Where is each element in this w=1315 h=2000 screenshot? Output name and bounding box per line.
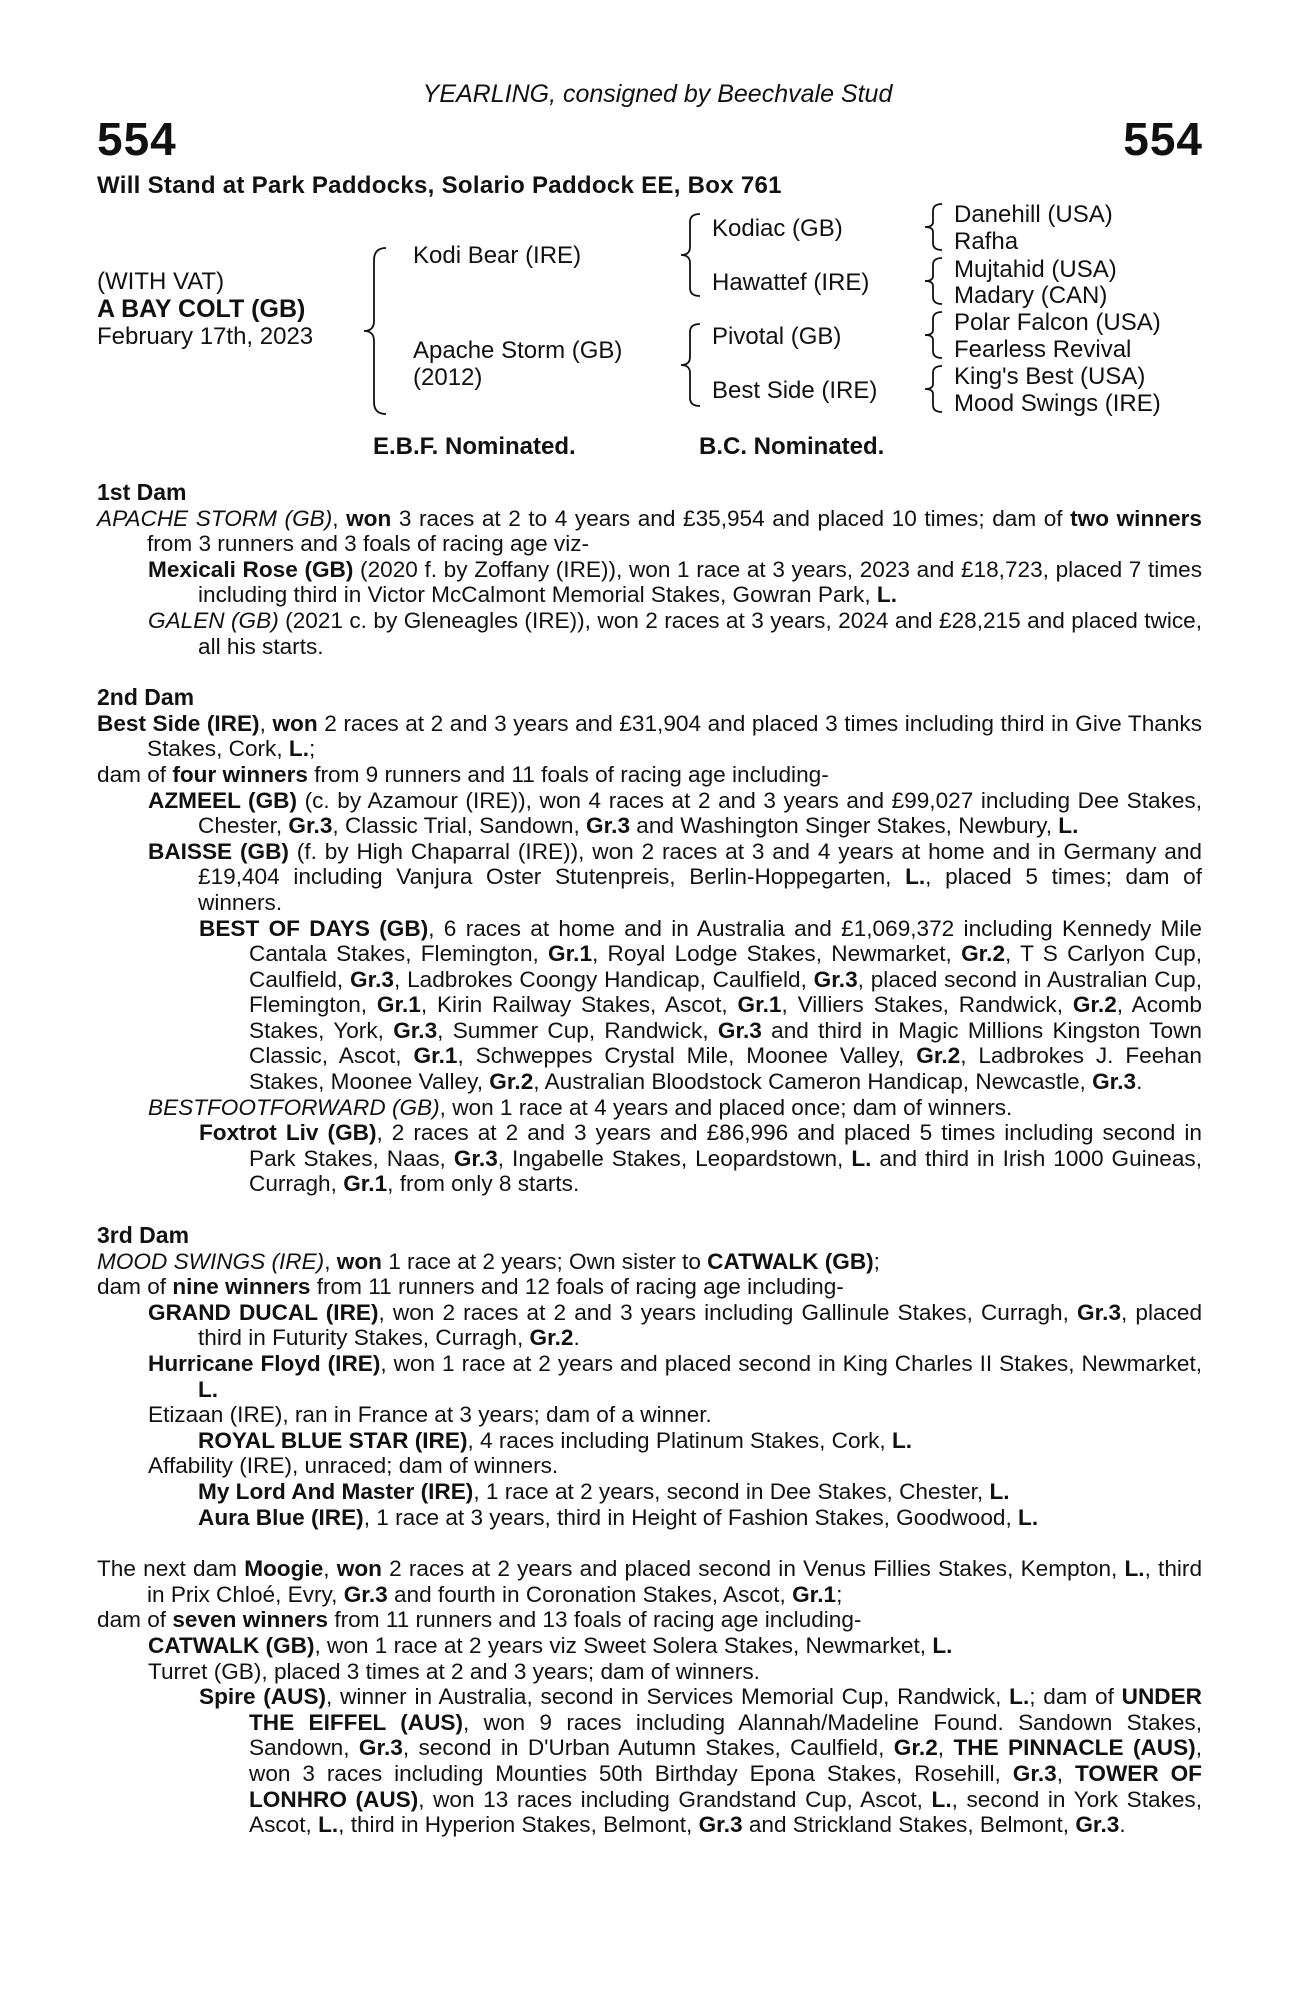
text-run: GALEN (GB) <box>148 607 279 633</box>
text-run: Gr.3 <box>358 1735 403 1761</box>
text-run: , placed second in Australian Cup, Flemington, <box>249 966 1202 1018</box>
text-run: BESTFOOTFORWARD (GB) <box>148 1094 440 1120</box>
text-run: Gr.3 <box>453 1145 498 1171</box>
text-run: , won 9 races including Alannah/Madeline Found. Sandown Stakes, Sandown, <box>249 1709 1202 1761</box>
consignment-line: YEARLING, consigned by Beechvale Stud <box>422 80 893 108</box>
text-run: , Ladbrokes Coongy Handicap, Caulfield, <box>393 966 814 992</box>
text-run: dam of <box>97 1607 173 1633</box>
text-run: from 11 runners and 13 foals of racing age including- <box>328 1607 862 1633</box>
text-run: L. <box>288 736 309 762</box>
text-run: Gr.1 <box>376 992 421 1018</box>
paragraph <box>97 788 1202 839</box>
text-run: Gr.1 <box>343 1171 388 1197</box>
text-run: BAISSE (GB) <box>148 838 289 864</box>
text-run: 1 race at 2 years; Own sister to <box>381 1248 708 1274</box>
text-run: from 11 runners and 12 foals of racing age including- <box>310 1274 844 1300</box>
lot-number-left: 554 <box>97 113 177 165</box>
text-run: , placed 5 times; dam of winners. <box>198 864 1202 915</box>
text-run: . <box>573 1325 580 1351</box>
text-run: 3 races at 2 to 4 years and £35,954 and placed 10 times; dam of <box>391 505 1071 531</box>
text-run: , won 13 races including Grandstand Cup, Ascot, <box>418 1786 932 1812</box>
text-run: from 3 runners and 3 foals of racing age viz- <box>147 531 590 557</box>
text-run: , won 1 race at 4 years and placed once; dam of winners. <box>439 1094 1013 1120</box>
text-run: Spire (AUS) <box>199 1684 327 1710</box>
horse-name: A BAY COLT (GB) <box>97 295 306 323</box>
pedigree-brace-dd <box>922 364 946 414</box>
text-run: L. <box>198 1376 219 1402</box>
sd-dam: Madary (CAN) <box>954 282 1108 309</box>
text-run: and Washington Singer Stakes, Newbury, <box>630 813 1059 839</box>
text-run: won <box>272 710 318 736</box>
paragraph <box>97 1505 1202 1531</box>
section-gap <box>97 1197 1202 1223</box>
paragraph <box>97 1249 1202 1275</box>
paragraph <box>97 1274 1202 1300</box>
text-run: Affability (IRE), unraced; dam of winners. <box>148 1453 559 1479</box>
text-run: Gr.3 <box>717 1017 762 1043</box>
text-run: Turret (GB), placed 3 times at 2 and 3 years; dam of winners. <box>148 1658 760 1684</box>
section-heading <box>97 1223 1202 1249</box>
text-run: MOOD SWINGS (IRE) <box>97 1248 325 1274</box>
pedigree-brace-dam <box>678 322 704 408</box>
ds-sire: Polar Falcon (USA) <box>954 309 1161 336</box>
text-run: L. <box>932 1632 953 1658</box>
text-run: L. <box>1124 1556 1145 1582</box>
paragraph <box>97 1351 1202 1402</box>
ebf-nominated: E.B.F. Nominated. <box>373 433 576 460</box>
text-run: dam of <box>97 1274 173 1300</box>
text-run: Aura Blue (IRE) <box>198 1504 364 1530</box>
section-heading <box>97 480 1202 506</box>
pedigree-brace-ss <box>922 202 946 252</box>
text-run: 1st Dam <box>97 479 187 505</box>
text-run: Hurricane Floyd (IRE) <box>148 1351 381 1376</box>
text-run: 2 races at 2 and 3 years and £31,904 and placed 3 times including third in Give Thanks Stakes, Cork, <box>147 710 1202 762</box>
lot-number-right: 554 <box>1123 113 1203 165</box>
text-run: Gr.1 <box>737 992 782 1018</box>
text-run: (f. by High Chaparral (IRE)), won 2 races at 3 and 4 years at home and in Germany and £19,404 including Vanjura Oster Stutenpreis, Berlin-Hoppegarten, <box>198 838 1202 890</box>
text-run: ; <box>308 736 316 762</box>
foaling-date: February 17th, 2023 <box>97 323 314 350</box>
text-run: 3rd Dam <box>97 1222 190 1249</box>
text-run: 2 races at 2 years and placed second in Venus Fillies Stakes, Kempton, <box>381 1556 1125 1582</box>
text-run: ; <box>836 1581 843 1607</box>
text-run: . <box>1119 1812 1126 1838</box>
text-run: , <box>937 1735 954 1761</box>
text-run: from 9 runners and 11 foals of racing age including- <box>307 761 829 787</box>
text-run: Gr.3 <box>586 813 631 839</box>
text-run: four winners <box>172 761 308 787</box>
dam: Apache Storm (GB) <box>413 337 623 364</box>
text-run: seven winners <box>172 1607 329 1633</box>
text-run: CATWALK (GB) <box>707 1248 874 1274</box>
paragraph <box>97 1095 1202 1121</box>
text-run: , 6 races at home and in Australia and £1,069,372 including Kennedy Mile Cantala Stakes, Flemington, <box>249 915 1202 967</box>
ss-sire: Danehill (USA) <box>954 201 1113 228</box>
text-run: (c. by Azamour (IRE)), won 4 races at 2 and 3 years and £99,027 including Dee Stakes, Chester, <box>198 787 1202 839</box>
ss-dam: Rafha <box>954 228 1019 255</box>
text-run: , Royal Lodge Stakes, Newmarket, <box>592 941 962 967</box>
text-run: , Acomb Stakes, York, <box>249 992 1202 1043</box>
text-run: , <box>259 710 273 736</box>
text-run: , Summer Cup, Randwick, <box>437 1017 718 1043</box>
text-run: L. <box>1009 1684 1030 1710</box>
text-run: nine winners <box>172 1274 311 1300</box>
text-run: , 1 race at 3 years, third in Height of Fashion Stakes, Goodwood, <box>363 1504 1019 1530</box>
text-run: won <box>336 1556 382 1582</box>
paragraph <box>97 1479 1202 1505</box>
text-run: AZMEEL (GB) <box>148 787 297 813</box>
text-run: Gr.3 <box>343 1581 388 1607</box>
text-run: UNDER THE EIFFEL (AUS) <box>249 1684 1202 1735</box>
paragraph <box>97 608 1202 659</box>
catalogue-body <box>97 480 1202 1838</box>
text-run: L. <box>989 1478 1010 1504</box>
text-run: My Lord And Master (IRE) <box>198 1478 474 1504</box>
text-run: Gr.2 <box>916 1043 961 1069</box>
text-run: Gr.2 <box>893 1735 938 1761</box>
text-run: Gr.3 <box>1075 1812 1120 1838</box>
text-run: L. <box>1018 1504 1039 1530</box>
stand-location: Will Stand at Park Paddocks, Solario Paddock EE, Box 761 <box>97 172 782 199</box>
text-run: , second in York Stakes, Ascot, <box>249 1786 1202 1838</box>
text-run: THE PINNACLE (AUS) <box>953 1735 1196 1761</box>
sire-sire: Kodiac (GB) <box>712 215 843 242</box>
paragraph <box>97 762 1202 788</box>
paragraph <box>97 1120 1202 1197</box>
text-run: L. <box>876 582 897 608</box>
sire-dam: Hawattef (IRE) <box>712 269 870 296</box>
text-run: and third in Magic Millions Kingston Town Classic, Ascot, <box>249 1017 1202 1069</box>
dd-dam: Mood Swings (IRE) <box>954 390 1161 417</box>
text-run: , won 3 races including Mounties 50th Birthday Epona Stakes, Rosehill, <box>249 1735 1202 1786</box>
text-run: L. <box>931 1786 952 1812</box>
text-run: two winners <box>1070 505 1202 531</box>
paragraph <box>97 1684 1202 1838</box>
text-run: , third in Prix Chloé, Evry, <box>147 1556 1203 1607</box>
text-run: , Villiers Stakes, Randwick, <box>781 992 1073 1018</box>
pedigree-brace-ds <box>922 310 946 360</box>
text-run: Gr.2 <box>529 1325 574 1351</box>
text-run: , 4 races including Platinum Stakes, Cork, <box>467 1427 892 1453</box>
text-run: , third in Hyperion Stakes, Belmont, <box>338 1812 699 1838</box>
ds-dam: Fearless Revival <box>954 336 1132 363</box>
paragraph <box>97 711 1202 762</box>
text-run: , 1 race at 2 years, second in Dee Stakes, Chester, <box>473 1478 990 1504</box>
paragraph <box>97 1453 1202 1479</box>
text-run: won <box>336 1248 382 1274</box>
text-run: , second in D'Urban Autumn Stakes, Caulfield, <box>402 1735 894 1761</box>
text-run: Gr.3 <box>813 966 858 992</box>
dam-sire: Pivotal (GB) <box>712 323 842 350</box>
text-run: (2021 c. by Gleneagles (IRE)), won 2 races at 3 years, 2024 and £28,215 and placed twice, all his starts. <box>198 607 1202 659</box>
text-run: and third in Irish 1000 Guineas, Curragh, <box>249 1145 1202 1197</box>
text-run: CATWALK (GB) <box>148 1632 315 1658</box>
vat-note: (WITH VAT) <box>97 268 225 295</box>
sd-sire: Mujtahid (USA) <box>954 256 1117 283</box>
paragraph <box>97 1402 1202 1428</box>
text-run: , Ladbrokes J. Feehan Stakes, Moonee Valley, <box>249 1043 1203 1095</box>
text-run: GRAND DUCAL (IRE) <box>148 1299 379 1325</box>
dam-dam: Best Side (IRE) <box>712 377 878 404</box>
text-run: Gr.2 <box>1072 992 1117 1018</box>
text-run: , winner in Australia, second in Services Memorial Cup, Randwick, <box>326 1684 1010 1710</box>
text-run: Gr.2 <box>489 1069 534 1095</box>
text-run: , Kirin Railway Stakes, Ascot, <box>420 992 738 1018</box>
text-run: Gr.1 <box>413 1043 458 1069</box>
paragraph <box>97 1633 1202 1659</box>
dd-sire: King's Best (USA) <box>954 363 1146 390</box>
paragraph <box>97 916 1202 1095</box>
text-run: APACHE STORM (GB) <box>97 505 333 531</box>
paragraph <box>97 557 1202 608</box>
paragraph <box>97 506 1202 557</box>
text-run: L. <box>318 1812 339 1838</box>
text-run: ; dam of <box>1029 1684 1122 1710</box>
paragraph <box>97 1556 1202 1607</box>
text-run: ROYAL BLUE STAR (IRE) <box>198 1427 468 1453</box>
paragraph <box>97 1659 1202 1685</box>
text-run: , Classic Trial, Sandown, <box>332 813 587 839</box>
section-heading <box>97 685 1202 711</box>
text-run: , <box>1056 1760 1075 1786</box>
text-run: dam of <box>97 761 173 787</box>
text-run: (2020 f. by Zoffany (IRE)), won 1 race at 3 years, 2023 and £18,723, placed 7 times including third in Victor McCalmont Memorial Stakes, Gowran Park, <box>198 556 1202 608</box>
paragraph <box>97 1300 1202 1351</box>
text-run: Gr.3 <box>1092 1069 1137 1095</box>
text-run: Gr.1 <box>792 1581 837 1607</box>
text-run: , placed third in Futurity Stakes, Curragh, <box>198 1299 1203 1351</box>
bc-nominated: B.C. Nominated. <box>699 433 885 460</box>
text-run: Mexicali Rose (GB) <box>148 556 354 582</box>
text-run: The next dam <box>97 1556 245 1582</box>
text-run: L. <box>851 1145 872 1171</box>
text-run: won <box>346 505 392 531</box>
paragraph <box>97 839 1202 916</box>
text-run: L. <box>1058 813 1079 839</box>
text-run: , from only 8 starts. <box>387 1171 580 1197</box>
section-gap <box>97 1530 1202 1556</box>
text-run: Etizaan (IRE), ran in France at 3 years; dam of a winner. <box>148 1402 712 1428</box>
paragraph <box>97 1428 1202 1454</box>
text-run: Gr.3 <box>350 966 394 992</box>
text-run: Gr.3 <box>1077 1299 1122 1325</box>
section-gap <box>97 659 1202 685</box>
text-run: . <box>1136 1069 1143 1095</box>
text-run: Moogie <box>244 1556 324 1582</box>
text-run: , won 1 race at 2 years viz Sweet Solera Stakes, Newmarket, <box>314 1632 933 1658</box>
text-run: Gr.1 <box>548 941 593 967</box>
paragraph <box>97 1607 1202 1633</box>
text-run: Gr.3 <box>698 1812 743 1838</box>
dam-foaled-year: (2012) <box>413 364 483 391</box>
text-run: and Strickland Stakes, Belmont, <box>742 1812 1076 1838</box>
text-run: and fourth in Coronation Stakes, Ascot, <box>387 1581 793 1607</box>
text-run: , won 2 races at 2 and 3 years including Gallinule Stakes, Curragh, <box>378 1299 1078 1325</box>
text-run: , won 1 race at 2 years and placed second in King Charles II Stakes, Newmarket, <box>380 1351 1202 1376</box>
pedigree-brace-main <box>360 246 390 416</box>
text-run: , Australian Bloodstock Cameron Handicap, Newcastle, <box>533 1069 1093 1095</box>
text-run: 2nd Dam <box>97 684 195 711</box>
pedigree-brace-sire <box>678 212 704 298</box>
text-run: L. <box>905 864 926 890</box>
text-run: , Schweppes Crystal Mile, Moonee Valley, <box>457 1043 917 1069</box>
text-run: BEST OF DAYS (GB) <box>199 915 429 941</box>
sire: Kodi Bear (IRE) <box>413 242 582 269</box>
pedigree-brace-sd <box>922 256 946 306</box>
text-run: , 2 races at 2 and 3 years and £86,996 and placed 5 times including second in Park Stakes, Naas, <box>249 1120 1202 1171</box>
text-run: L. <box>891 1427 913 1453</box>
text-run: , <box>332 505 347 531</box>
text-run: , Ingabelle Stakes, Leopardstown, <box>497 1145 852 1171</box>
text-run: Best Side (IRE) <box>97 710 260 736</box>
text-run: TOWER OF LONHRO (AUS) <box>249 1760 1202 1812</box>
text-run: , <box>324 1248 337 1274</box>
text-run: ; <box>873 1248 880 1274</box>
text-run: , <box>323 1556 337 1582</box>
text-run: Gr.3 <box>1012 1760 1057 1786</box>
text-run: Gr.3 <box>393 1017 438 1043</box>
text-run: , T S Carlyon Cup, Caulfield, <box>249 941 1202 992</box>
text-run: Foxtrot Liv (GB) <box>199 1120 377 1146</box>
text-run: Gr.3 <box>288 813 333 839</box>
text-run: Gr.2 <box>961 941 1006 967</box>
